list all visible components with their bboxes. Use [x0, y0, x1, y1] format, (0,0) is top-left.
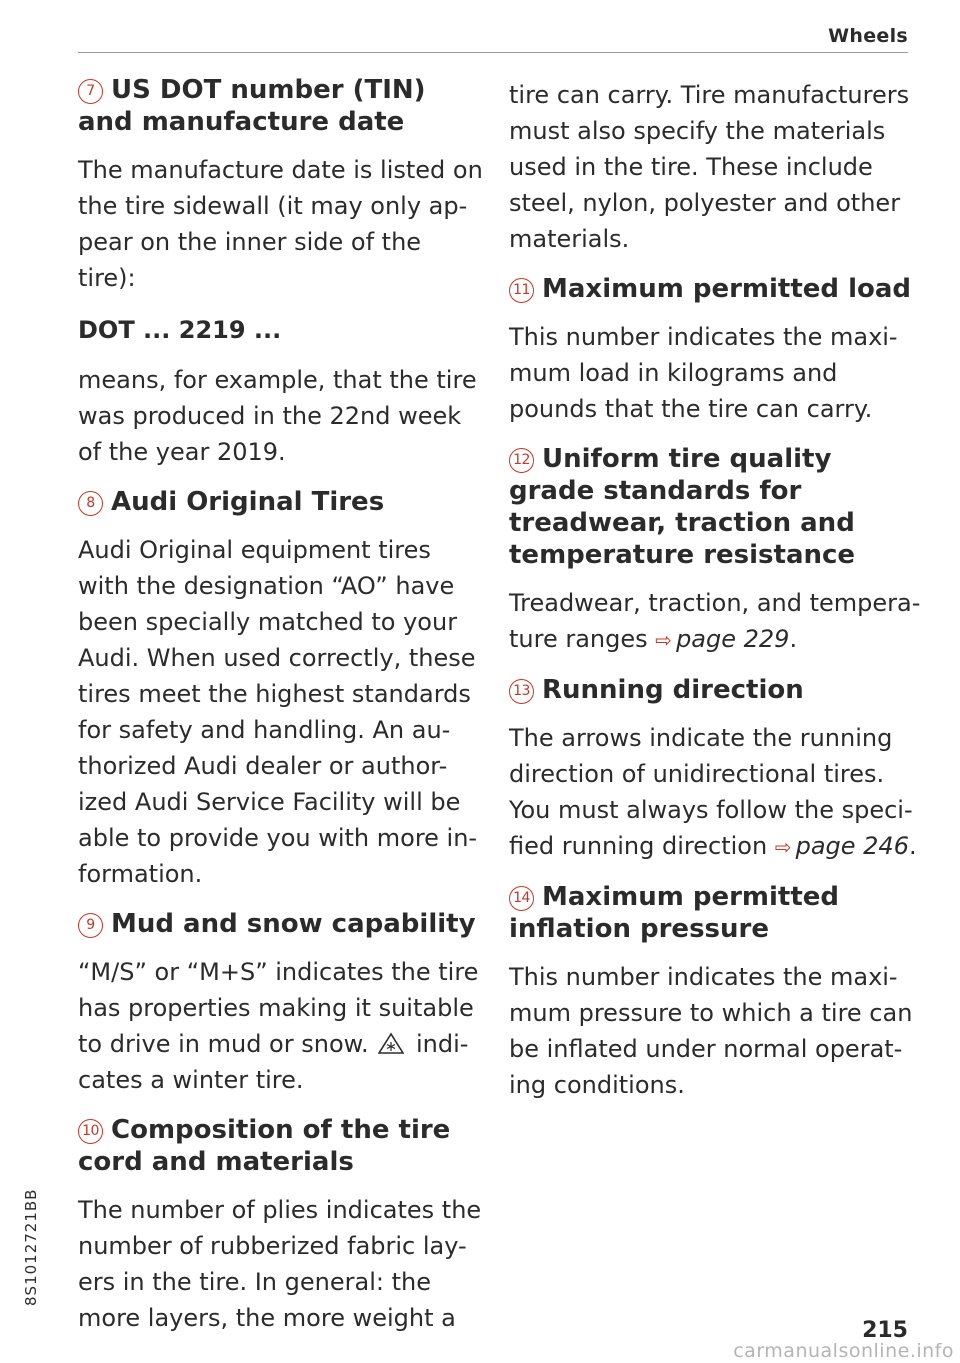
paragraph [509, 585, 921, 658]
paragraph: The number of plies indicates the number of rubberized fabric lay-ers in the tire. In general: the more layers, the more weight a [78, 1196, 482, 1332]
right-arrow-icon: ⇨ [655, 628, 673, 652]
callout-number-9: 9 [78, 913, 103, 938]
section-title-12: Uniform tire quality grade standards for treadwear, traction and temperature resistance [509, 444, 856, 570]
page-reference-text: page 246 [795, 832, 909, 860]
section-heading-8 [78, 486, 483, 518]
section-heading-10 [78, 1114, 483, 1178]
running-head: Wheels [828, 25, 908, 47]
paragraph: tire can carry. Tire manufacturers must also specify the materials used in the tire. These include steel, nylon, polyester and other materials. [509, 81, 910, 253]
watermark: carmanualsonline.info [733, 1340, 954, 1362]
callout-number-14: 14 [509, 886, 534, 911]
callout-number-13: 13 [509, 679, 534, 704]
section-title-9: Mud and snow capability [111, 909, 476, 939]
text-run: . [789, 625, 798, 653]
section-heading-11 [509, 273, 921, 305]
section-title-13: Running direction [542, 675, 804, 705]
callout-number-8: 8 [78, 491, 103, 516]
text-run: indi-cates a winter tire. [78, 1030, 469, 1094]
section-heading-12 [509, 443, 921, 571]
dot-code: DOT ... 2219 ... [78, 316, 282, 344]
snowflake-mountain-icon [378, 1032, 404, 1054]
text-run: . [908, 832, 917, 860]
section-title-8: Audi Original Tires [111, 487, 385, 517]
paragraph: This number indicates the maxi-mum load in kilograms and pounds that the tire can carry. [509, 323, 898, 423]
section-heading-13 [509, 674, 921, 706]
page-reference-link[interactable] [775, 832, 909, 860]
page-number: 215 [862, 1318, 908, 1343]
callout-number-12: 12 [509, 448, 534, 473]
callout-number-7: 7 [78, 79, 103, 104]
paragraph [78, 954, 483, 1098]
callout-number-11: 11 [509, 278, 534, 303]
text-run: The arrows indicate the running direction of unidirectional tires. You must always follow the speci-fied running direction [509, 724, 913, 860]
right-arrow-icon: ⇨ [774, 835, 792, 859]
left-column [78, 74, 483, 1352]
page-reference-link[interactable] [655, 625, 789, 653]
paragraph: means, for example, that the tire was produced in the 22nd week of the year 2019. [78, 366, 477, 466]
section-title-7: US DOT number (TIN) and manufacture date [78, 75, 426, 137]
right-column [509, 77, 921, 1119]
header-rule [78, 52, 908, 53]
section-title-10: Composition of the tire cord and materials [78, 1115, 451, 1177]
section-heading-7 [78, 74, 483, 138]
paragraph: This number indicates the maxi-mum pressure to which a tire can be inflated under normal operat-ing conditions. [509, 963, 913, 1099]
section-title-11: Maximum permitted load [542, 274, 912, 304]
paragraph [509, 720, 921, 865]
section-heading-14 [509, 881, 921, 945]
callout-number-10: 10 [78, 1119, 103, 1144]
text-run: Treadwear, traction, and tempera-ture ranges [509, 589, 921, 653]
section-heading-9 [78, 908, 483, 940]
paragraph: Audi Original equipment tires with the designation “AO” have been specially matched to your Audi. When used correctly, these tires meet the highest standards for safety and handling. An au-thorized Audi dealer or author-ized Audi Service Facility will be able to provide you with more in-formation. [78, 536, 478, 888]
paragraph: The manufacture date is listed on the tire sidewall (it may only ap-pear on the inner side of the tire): [78, 156, 483, 292]
text-run: “M/S” or “M+S” indicates the tire has properties making it suitable to drive in mud or snow. [78, 958, 479, 1058]
document-code: 8S1012721BB [22, 1188, 40, 1306]
page-reference-text: page 229 [676, 625, 790, 653]
section-title-14: Maximum permitted inflation pressure [509, 882, 840, 944]
